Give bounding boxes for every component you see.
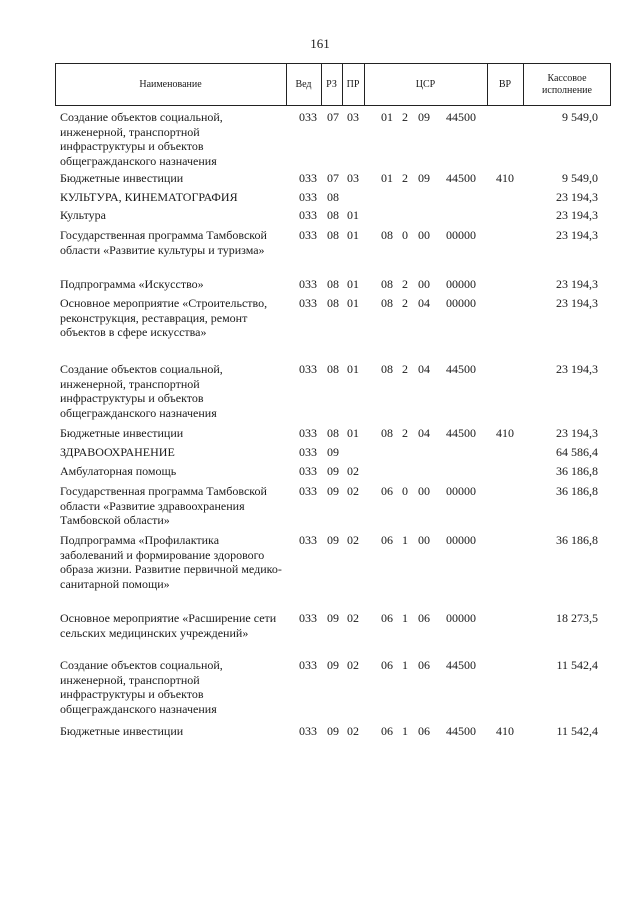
row-sum: 36 186,8 [556,533,598,547]
row-name: Бюджетные инвестиции [60,426,184,440]
row-sum: 9 549,0 [562,110,598,124]
row-ved: 033 [299,724,317,738]
row-csr-subprogram: 0 [402,484,408,498]
row-csr-subprogram: 1 [402,724,408,738]
row-pr: 01 [347,426,359,440]
row-csr-event: 09 [418,171,430,185]
row-csr-program: 08 [381,296,393,310]
row-csr-program: 06 [381,611,393,625]
row-pr: 03 [347,171,359,185]
row-rz: 09 [327,445,339,459]
row-name: Подпрограмма «Профилактика заболеваний и формирование здорового образа жизни. Развитие первичной медико-санитарной помощи» [60,533,282,591]
row-ved: 033 [299,426,317,440]
row-ved: 033 [299,611,317,625]
row-csr-program: 06 [381,658,393,672]
header-csr: ЦСР [415,78,436,90]
row-csr-direction: 00000 [446,533,476,547]
row-csr-subprogram: 1 [402,533,408,547]
row-csr-program: 01 [381,171,393,185]
row-csr-direction: 44500 [446,362,476,376]
row-csr-program: 06 [381,533,393,547]
row-csr-event: 00 [418,484,430,498]
row-sum: 36 186,8 [556,484,598,498]
row-pr: 02 [347,611,359,625]
row-sum: 23 194,3 [556,296,598,310]
row-name: Основное мероприятие «Строительство, реконструкция, реставрация, ремонт объектов в сфере искусства» [60,296,268,339]
row-csr-program: 08 [381,277,393,291]
row-rz: 08 [327,277,339,291]
row-csr-direction: 00000 [446,228,476,242]
row-csr-event: 04 [418,426,430,440]
row-name: Культура [60,208,106,222]
header-ved: Вед [295,78,312,90]
row-csr-direction: 00000 [446,484,476,498]
row-csr-subprogram: 2 [402,110,408,124]
row-rz: 09 [327,484,339,498]
row-pr: 01 [347,228,359,242]
row-csr-subprogram: 1 [402,658,408,672]
row-csr-direction: 44500 [446,658,476,672]
row-csr-program: 08 [381,228,393,242]
row-sum: 23 194,3 [556,426,598,440]
row-ved: 033 [299,228,317,242]
row-vr: 410 [496,426,514,440]
row-csr-program: 08 [381,426,393,440]
row-sum: 64 586,4 [556,445,598,459]
row-pr: 02 [347,533,359,547]
row-csr-direction: 44500 [446,724,476,738]
row-rz: 09 [327,611,339,625]
row-sum: 23 194,3 [556,190,598,204]
row-vr: 410 [496,724,514,738]
row-rz: 08 [327,362,339,376]
table-header [55,63,611,106]
row-csr-event: 06 [418,658,430,672]
row-name: Бюджетные инвестиции [60,171,184,185]
row-csr-subprogram: 2 [402,426,408,440]
row-name: Государственная программа Тамбовской области «Развитие культуры и туризма» [60,228,267,257]
header-sum: Кассовое исполнение [542,72,592,96]
row-rz: 07 [327,171,339,185]
row-csr-subprogram: 2 [402,362,408,376]
row-rz: 09 [327,658,339,672]
header-name: Наименование [139,78,202,90]
row-csr-direction: 00000 [446,277,476,291]
row-name: Амбулаторная помощь [60,464,177,478]
row-ved: 033 [299,362,317,376]
row-pr: 01 [347,208,359,222]
row-ved: 033 [299,296,317,310]
row-rz: 09 [327,533,339,547]
row-ved: 033 [299,533,317,547]
row-sum: 11 542,4 [556,658,598,672]
row-csr-direction: 44500 [446,171,476,185]
row-csr-direction: 44500 [446,110,476,124]
row-sum: 11 542,4 [556,724,598,738]
row-ved: 033 [299,171,317,185]
page-number: 161 [310,36,330,51]
row-sum: 23 194,3 [556,208,598,222]
row-name: Основное мероприятие «Расширение сети сельских медицинских учреждений» [60,611,277,640]
row-csr-event: 06 [418,724,430,738]
row-pr: 01 [347,277,359,291]
row-csr-direction: 00000 [446,296,476,310]
row-rz: 09 [327,464,339,478]
header-rz: РЗ [326,78,337,90]
row-csr-program: 01 [381,110,393,124]
row-name: Создание объектов социальной, инженерной, транспортной инфраструктуры и объектов общегражданского назначения [60,362,223,420]
row-rz: 08 [327,208,339,222]
row-rz: 07 [327,110,339,124]
row-sum: 23 194,3 [556,277,598,291]
row-name: Бюджетные инвестиции [60,724,184,738]
row-csr-event: 06 [418,611,430,625]
row-ved: 033 [299,110,317,124]
row-pr: 02 [347,724,359,738]
row-ved: 033 [299,277,317,291]
row-pr: 03 [347,110,359,124]
row-sum: 9 549,0 [562,171,598,185]
row-name: КУЛЬТУРА, КИНЕМАТОГРАФИЯ [60,190,238,204]
row-name: Подпрограмма «Искусство» [60,277,204,291]
row-csr-program: 06 [381,724,393,738]
row-name: Создание объектов социальной, инженерной, транспортной инфраструктуры и объектов общегражданского назначения [60,658,223,716]
row-csr-program: 06 [381,484,393,498]
row-csr-event: 09 [418,110,430,124]
row-rz: 08 [327,296,339,310]
row-pr: 02 [347,658,359,672]
row-sum: 23 194,3 [556,362,598,376]
header-vr: ВР [498,78,512,90]
row-rz: 09 [327,724,339,738]
row-csr-program: 08 [381,362,393,376]
row-vr: 410 [496,171,514,185]
row-ved: 033 [299,464,317,478]
row-csr-subprogram: 2 [402,296,408,310]
row-sum: 36 186,8 [556,464,598,478]
row-csr-event: 00 [418,228,430,242]
row-csr-event: 00 [418,533,430,547]
row-csr-event: 00 [418,277,430,291]
row-ved: 033 [299,190,317,204]
row-ved: 033 [299,484,317,498]
row-csr-direction: 00000 [446,611,476,625]
row-rz: 08 [327,190,339,204]
row-rz: 08 [327,426,339,440]
row-name: Создание объектов социальной, инженерной, транспортной инфраструктуры и объектов общегражданского назначения [60,110,223,168]
row-sum: 18 273,5 [556,611,598,625]
row-ved: 033 [299,445,317,459]
row-ved: 033 [299,208,317,222]
row-name: Государственная программа Тамбовской области «Развитие здравоохранения Тамбовской области» [60,484,267,527]
row-csr-event: 04 [418,362,430,376]
row-csr-direction: 44500 [446,426,476,440]
row-ved: 033 [299,658,317,672]
row-csr-subprogram: 1 [402,611,408,625]
row-pr: 02 [347,464,359,478]
row-csr-event: 04 [418,296,430,310]
row-csr-subprogram: 2 [402,277,408,291]
row-sum: 23 194,3 [556,228,598,242]
row-csr-subprogram: 0 [402,228,408,242]
row-pr: 02 [347,484,359,498]
row-pr: 01 [347,296,359,310]
row-csr-subprogram: 2 [402,171,408,185]
header-pr: ПР [346,78,360,90]
row-pr: 01 [347,362,359,376]
row-name: ЗДРАВООХРАНЕНИЕ [60,445,175,459]
row-rz: 08 [327,228,339,242]
